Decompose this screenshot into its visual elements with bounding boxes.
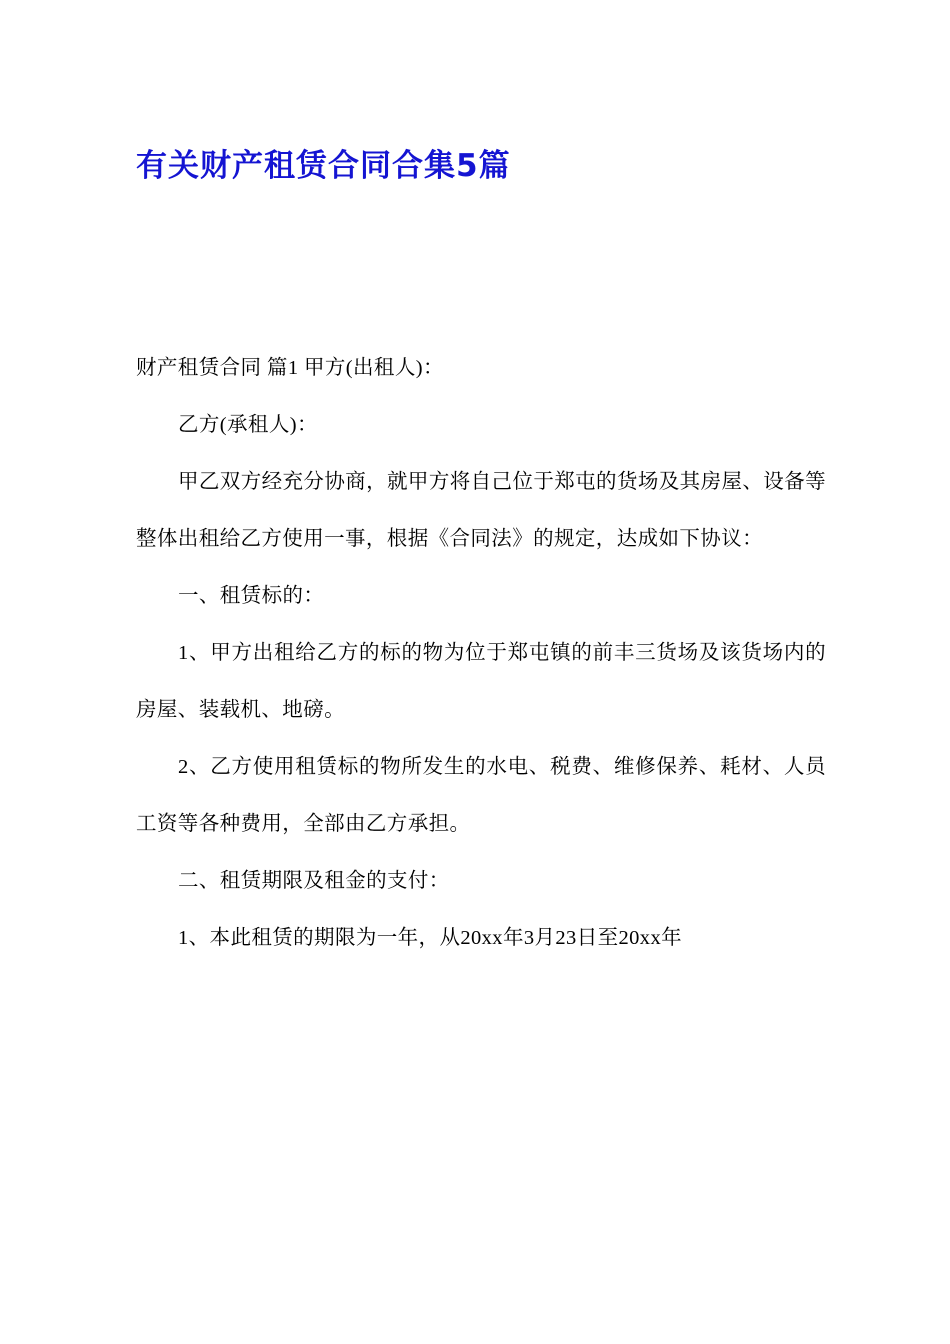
page-title: 有关财产租赁合同合集5篇 bbox=[136, 148, 511, 184]
document-body bbox=[136, 340, 826, 967]
paragraph-4: 一、租赁标的： bbox=[178, 585, 325, 607]
paragraph-1: 财产租赁合同 篇1 甲方(出租人)： bbox=[136, 357, 444, 379]
paragraph-8: 1、本此租赁的期限为一年，从20xx年3月23日至20xx年 bbox=[178, 927, 682, 949]
paragraph-2: 乙方(承租人)： bbox=[178, 414, 318, 436]
paragraph-6: 2、乙方使用租赁标的物所发生的水电、税费、维修保养、耗材、人员工资等各种费用，全部由乙方承担。 bbox=[136, 756, 826, 835]
paragraph-7: 二、租赁期限及租金的支付： bbox=[178, 870, 450, 892]
paragraph-3: 甲乙双方经充分协商，就甲方将自己位于郑屯的货场及其房屋、设备等整体出租给乙方使用一事，根据《合同法》的规定，达成如下协议： bbox=[136, 471, 826, 550]
paragraph-5: 1、甲方出租给乙方的标的物为位于郑屯镇的前丰三货场及该货场内的房屋、装载机、地磅。 bbox=[136, 642, 826, 721]
